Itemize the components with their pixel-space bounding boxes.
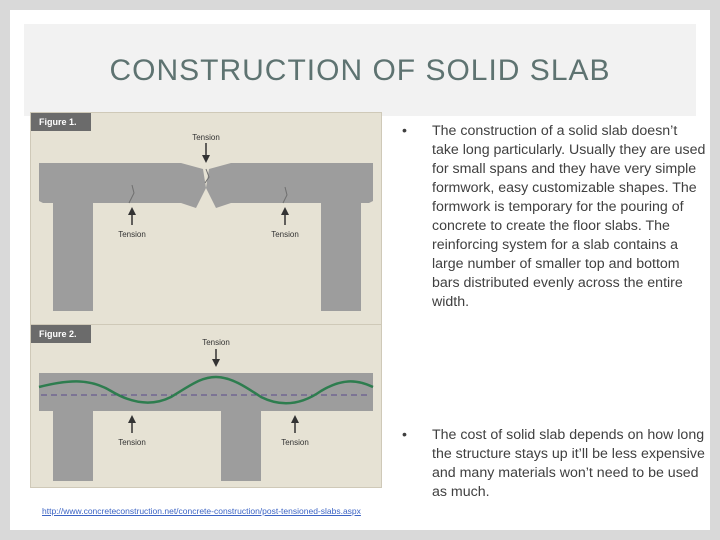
figure-2-label: Figure 2. (31, 325, 91, 343)
tension-arrowhead-right (291, 415, 299, 423)
tension-arrowhead-left (128, 415, 136, 423)
source-link[interactable]: http://www.concreteconstruction.net/concrete-construction/post-tensioned-slabs.aspx (42, 506, 361, 516)
bullet-marker: • (402, 123, 407, 139)
slide (10, 10, 710, 530)
column-middle (221, 409, 261, 481)
tension-label-left: Tension (118, 230, 146, 239)
slide-title: CONSTRUCTION OF SOLID SLAB (109, 54, 611, 87)
figure-1 (30, 112, 382, 326)
tension-label-top: Tension (202, 338, 230, 347)
tension-arrowhead-top (202, 155, 210, 163)
tension-label-right: Tension (271, 230, 299, 239)
column-right (321, 201, 361, 311)
bullet-text: The construction of a solid slab doesn’t take long particularly. Usually they are used for small spans and they have very simple formwork, easy customizable shapes. The formwork is temporary for the pouring of concrete to create the floor slabs. The reinforcing system for a slab contains a large number of smaller top and bottom bars distributed evenly across the entire width. (432, 123, 706, 310)
figure-2 (30, 324, 382, 488)
column-left (53, 201, 93, 311)
figure-1-label: Figure 1. (31, 113, 91, 131)
bullet-marker: • (402, 427, 407, 443)
column-left (53, 409, 93, 481)
tension-label-top: Tension (192, 133, 220, 142)
bullet-text: The cost of solid slab depends on how long the structure stays up it’ll be less expensive and many materials won’t need to be used as much. (432, 427, 705, 500)
figure-1-diagram (31, 113, 381, 325)
tension-label-right: Tension (281, 438, 309, 447)
tension-arrowhead-left (128, 207, 136, 215)
tension-label-left: Tension (118, 438, 146, 447)
tension-arrowhead-top (212, 359, 220, 367)
figure-2-diagram (31, 325, 381, 487)
tension-arrowhead-right (281, 207, 289, 215)
